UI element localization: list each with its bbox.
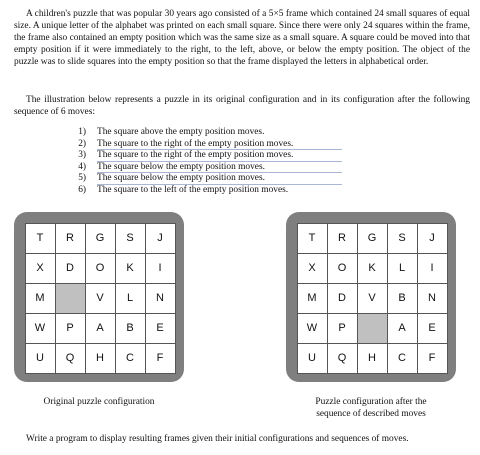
move-text: The square to the right of the empty position moves.	[97, 138, 294, 149]
result-caption-line-1: Puzzle configuration after the	[315, 397, 427, 407]
move-list	[70, 127, 390, 197]
move-number: 3)	[78, 150, 86, 161]
move-item-2	[70, 139, 390, 151]
original-puzzle-tile: J	[145, 223, 176, 254]
result-puzzle-tile: H	[357, 343, 388, 374]
move-item-3	[70, 150, 390, 162]
move-text: The square above the empty position moves.	[97, 127, 265, 137]
result-puzzle-tile: A	[387, 313, 418, 344]
footer-text: Write a program to display resulting frames given their initial configurations and sequences of moves.	[26, 434, 409, 444]
original-puzzle-caption: Original puzzle configuration	[43, 397, 155, 407]
result-puzzle-tile: V	[357, 283, 388, 314]
move-number: 2)	[78, 138, 86, 149]
original-puzzle-tile: C	[115, 343, 146, 374]
intro-paragraph	[14, 8, 470, 68]
result-puzzle-tile: N	[417, 283, 448, 314]
result-puzzle-tile: J	[417, 223, 448, 254]
move-text: The square below the empty position moves.	[97, 173, 265, 184]
move-number: 1)	[78, 127, 86, 137]
result-puzzle-empty-position	[357, 313, 388, 344]
result-puzzle-grid	[297, 223, 447, 373]
original-puzzle-tile: R	[55, 223, 86, 254]
original-puzzle-empty-position	[55, 283, 86, 314]
result-puzzle-tile: X	[297, 253, 328, 284]
result-puzzle-tile: G	[357, 223, 388, 254]
original-puzzle-tile: T	[25, 223, 56, 254]
move-number: 6)	[78, 184, 86, 195]
result-puzzle-tile: O	[327, 253, 358, 284]
result-puzzle-tile: K	[357, 253, 388, 284]
result-puzzle-tile: C	[387, 343, 418, 374]
result-puzzle-tile: S	[387, 223, 418, 254]
original-puzzle-tile: D	[55, 253, 86, 284]
footer-paragraph	[14, 433, 470, 445]
original-puzzle-tile: V	[85, 283, 116, 314]
original-puzzle-tile: F	[145, 343, 176, 374]
result-puzzle-tile: Q	[327, 343, 358, 374]
original-puzzle-tile: P	[55, 313, 86, 344]
original-puzzle-frame	[14, 212, 184, 382]
original-puzzle-tile: M	[25, 283, 56, 314]
original-puzzle-tile: H	[85, 343, 116, 374]
original-puzzle-tile: S	[115, 223, 146, 254]
original-puzzle-tile: K	[115, 253, 146, 284]
move-item-5	[70, 173, 390, 185]
original-puzzle-tile: I	[145, 253, 176, 284]
result-puzzle-tile: T	[297, 223, 328, 254]
result-puzzle-tile: M	[297, 283, 328, 314]
result-puzzle-tile: B	[387, 283, 418, 314]
result-puzzle-caption	[272, 397, 470, 420]
original-puzzle-tile: G	[85, 223, 116, 254]
original-puzzle-tile: O	[85, 253, 116, 284]
move-item-4	[70, 162, 390, 174]
original-puzzle-tile: E	[145, 313, 176, 344]
result-puzzle-tile: I	[417, 253, 448, 284]
move-item-6	[70, 185, 390, 197]
result-puzzle-tile: F	[417, 343, 448, 374]
move-number: 4)	[78, 161, 86, 172]
move-text: The square below the empty position moves.	[97, 161, 265, 172]
move-text: The square to the left of the empty position moves.	[97, 184, 289, 195]
move-text: The square to the right of the empty position moves.	[97, 150, 294, 161]
result-puzzle-tile: W	[297, 313, 328, 344]
result-puzzle-tile: R	[327, 223, 358, 254]
result-puzzle-tile: L	[387, 253, 418, 284]
original-puzzle-tile: A	[85, 313, 116, 344]
original-puzzle-tile: B	[115, 313, 146, 344]
result-puzzle-tile: E	[417, 313, 448, 344]
original-puzzle-tile: N	[145, 283, 176, 314]
result-puzzle-tile: D	[327, 283, 358, 314]
original-puzzle-tile: Q	[55, 343, 86, 374]
illustration-intro-text: The illustration below represents a puzzle in its original configuration and in its configuration after the following sequence of 6 moves:	[14, 95, 470, 117]
move-item-1	[70, 127, 390, 139]
original-puzzle-tile: U	[25, 343, 56, 374]
result-puzzle-tile: U	[297, 343, 328, 374]
result-puzzle-tile: P	[327, 313, 358, 344]
original-puzzle-tile: W	[25, 313, 56, 344]
result-puzzle-frame	[286, 212, 456, 382]
original-puzzle-tile: X	[25, 253, 56, 284]
illustration-intro-paragraph	[14, 94, 470, 118]
result-caption-line-2: sequence of described moves	[316, 408, 426, 419]
intro-text: A children's puzzle that was popular 30 years ago consisted of a 5×5 frame which contained 24 small squares of equal size. A unique letter of the alphabet was printed on each small square. Since there were only 24 squares within the frame, the frame also contained an empty position which was the same size as a small square. A square could be moved into that empty position if it were immediately to the right, to the left, above, or below the empty position. The object of the puzzle was to slide squares into the empty position so that the frame displayed the letters in alphabetical order.	[14, 9, 470, 67]
move-number: 5)	[78, 173, 86, 184]
original-puzzle-tile: L	[115, 283, 146, 314]
original-puzzle-grid	[25, 223, 175, 373]
